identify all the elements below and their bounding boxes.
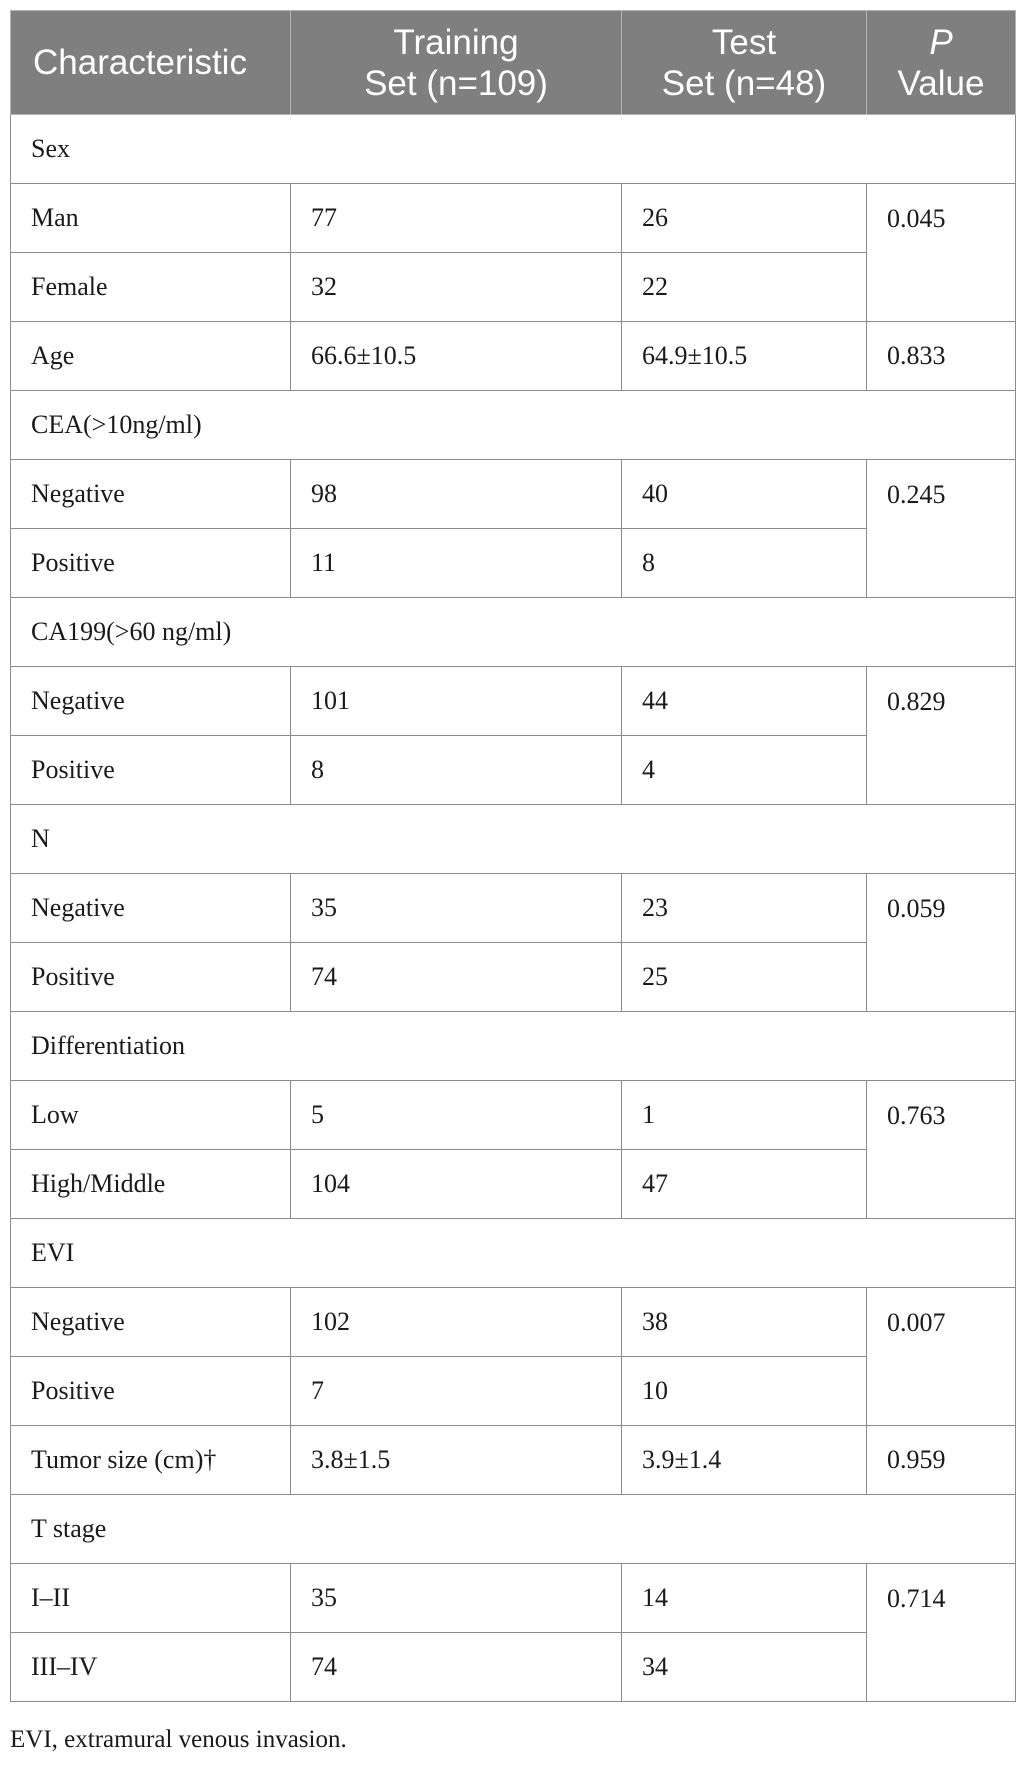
test-value: 26	[622, 184, 867, 253]
training-value: 74	[291, 943, 622, 1012]
group-label: CEA(>10ng/ml)	[11, 391, 1016, 460]
row-label: Female	[11, 253, 291, 322]
test-value: 3.9±1.4	[622, 1426, 867, 1495]
test-value: 23	[622, 874, 867, 943]
table-row	[11, 1150, 1016, 1219]
test-value: 22	[622, 253, 867, 322]
training-value: 5	[291, 1081, 622, 1150]
table-row	[11, 1633, 1016, 1702]
test-value: 64.9±10.5	[622, 322, 867, 391]
table-row	[11, 322, 1016, 391]
group-row-sex	[11, 115, 1016, 184]
test-value: 34	[622, 1633, 867, 1702]
row-label: Tumor size (cm)†	[11, 1426, 291, 1495]
training-value: 11	[291, 529, 622, 598]
training-value: 66.6±10.5	[291, 322, 622, 391]
row-label: Negative	[11, 1288, 291, 1357]
p-value: 0.045	[867, 184, 1016, 322]
row-label: Positive	[11, 736, 291, 805]
training-value: 35	[291, 1564, 622, 1633]
table-row	[11, 529, 1016, 598]
row-label: Positive	[11, 1357, 291, 1426]
table-row	[11, 460, 1016, 529]
table-row	[11, 1081, 1016, 1150]
group-label: N	[11, 805, 1016, 874]
row-label: Low	[11, 1081, 291, 1150]
p-value: 0.245	[867, 460, 1016, 598]
row-label: I–II	[11, 1564, 291, 1633]
table-row	[11, 667, 1016, 736]
header-row	[11, 11, 1016, 115]
training-value: 32	[291, 253, 622, 322]
training-value: 7	[291, 1357, 622, 1426]
row-label: Negative	[11, 460, 291, 529]
test-value: 47	[622, 1150, 867, 1219]
table-row	[11, 1564, 1016, 1633]
header-p-value: P Value	[867, 11, 1016, 115]
header-test-set: Test Set (n=48)	[622, 11, 867, 115]
row-label: Age	[11, 322, 291, 391]
p-value: 0.959	[867, 1426, 1016, 1495]
group-row-cea	[11, 391, 1016, 460]
table-row	[11, 943, 1016, 1012]
group-label: EVI	[11, 1219, 1016, 1288]
row-label: III–IV	[11, 1633, 291, 1702]
group-label: Sex	[11, 115, 1016, 184]
table-footnote: EVI, extramural venous invasion.	[10, 1726, 347, 1753]
group-label: CA199(>60 ng/ml)	[11, 598, 1016, 667]
group-row-evi	[11, 1219, 1016, 1288]
row-label: Positive	[11, 529, 291, 598]
p-value: 0.059	[867, 874, 1016, 1012]
training-value: 74	[291, 1633, 622, 1702]
header-characteristic: Characteristic	[11, 11, 291, 115]
p-value: 0.763	[867, 1081, 1016, 1219]
group-label: Differentiation	[11, 1012, 1016, 1081]
row-label: Man	[11, 184, 291, 253]
test-value: 14	[622, 1564, 867, 1633]
table-row	[11, 1357, 1016, 1426]
table-row	[11, 1426, 1016, 1495]
training-value: 104	[291, 1150, 622, 1219]
table-row	[11, 253, 1016, 322]
p-value: 0.829	[867, 667, 1016, 805]
table-row	[11, 874, 1016, 943]
group-row-n	[11, 805, 1016, 874]
test-value: 4	[622, 736, 867, 805]
p-value: 0.833	[867, 322, 1016, 391]
table-row	[11, 184, 1016, 253]
p-value: 0.714	[867, 1564, 1016, 1702]
p-value: 0.007	[867, 1288, 1016, 1426]
training-value: 101	[291, 667, 622, 736]
characteristics-table	[10, 10, 1016, 1702]
table-row	[11, 1288, 1016, 1357]
training-value: 8	[291, 736, 622, 805]
header-training-set: Training Set (n=109)	[291, 11, 622, 115]
group-row-differentiation	[11, 1012, 1016, 1081]
test-value: 38	[622, 1288, 867, 1357]
test-value: 25	[622, 943, 867, 1012]
test-value: 8	[622, 529, 867, 598]
training-value: 98	[291, 460, 622, 529]
test-value: 10	[622, 1357, 867, 1426]
test-value: 1	[622, 1081, 867, 1150]
row-label: High/Middle	[11, 1150, 291, 1219]
row-label: Positive	[11, 943, 291, 1012]
test-value: 40	[622, 460, 867, 529]
group-label: T stage	[11, 1495, 1016, 1564]
test-value: 44	[622, 667, 867, 736]
row-label: Negative	[11, 667, 291, 736]
group-row-ca199	[11, 598, 1016, 667]
row-label: Negative	[11, 874, 291, 943]
training-value: 102	[291, 1288, 622, 1357]
training-value: 3.8±1.5	[291, 1426, 622, 1495]
group-row-t-stage	[11, 1495, 1016, 1564]
training-value: 77	[291, 184, 622, 253]
table-row	[11, 736, 1016, 805]
training-value: 35	[291, 874, 622, 943]
